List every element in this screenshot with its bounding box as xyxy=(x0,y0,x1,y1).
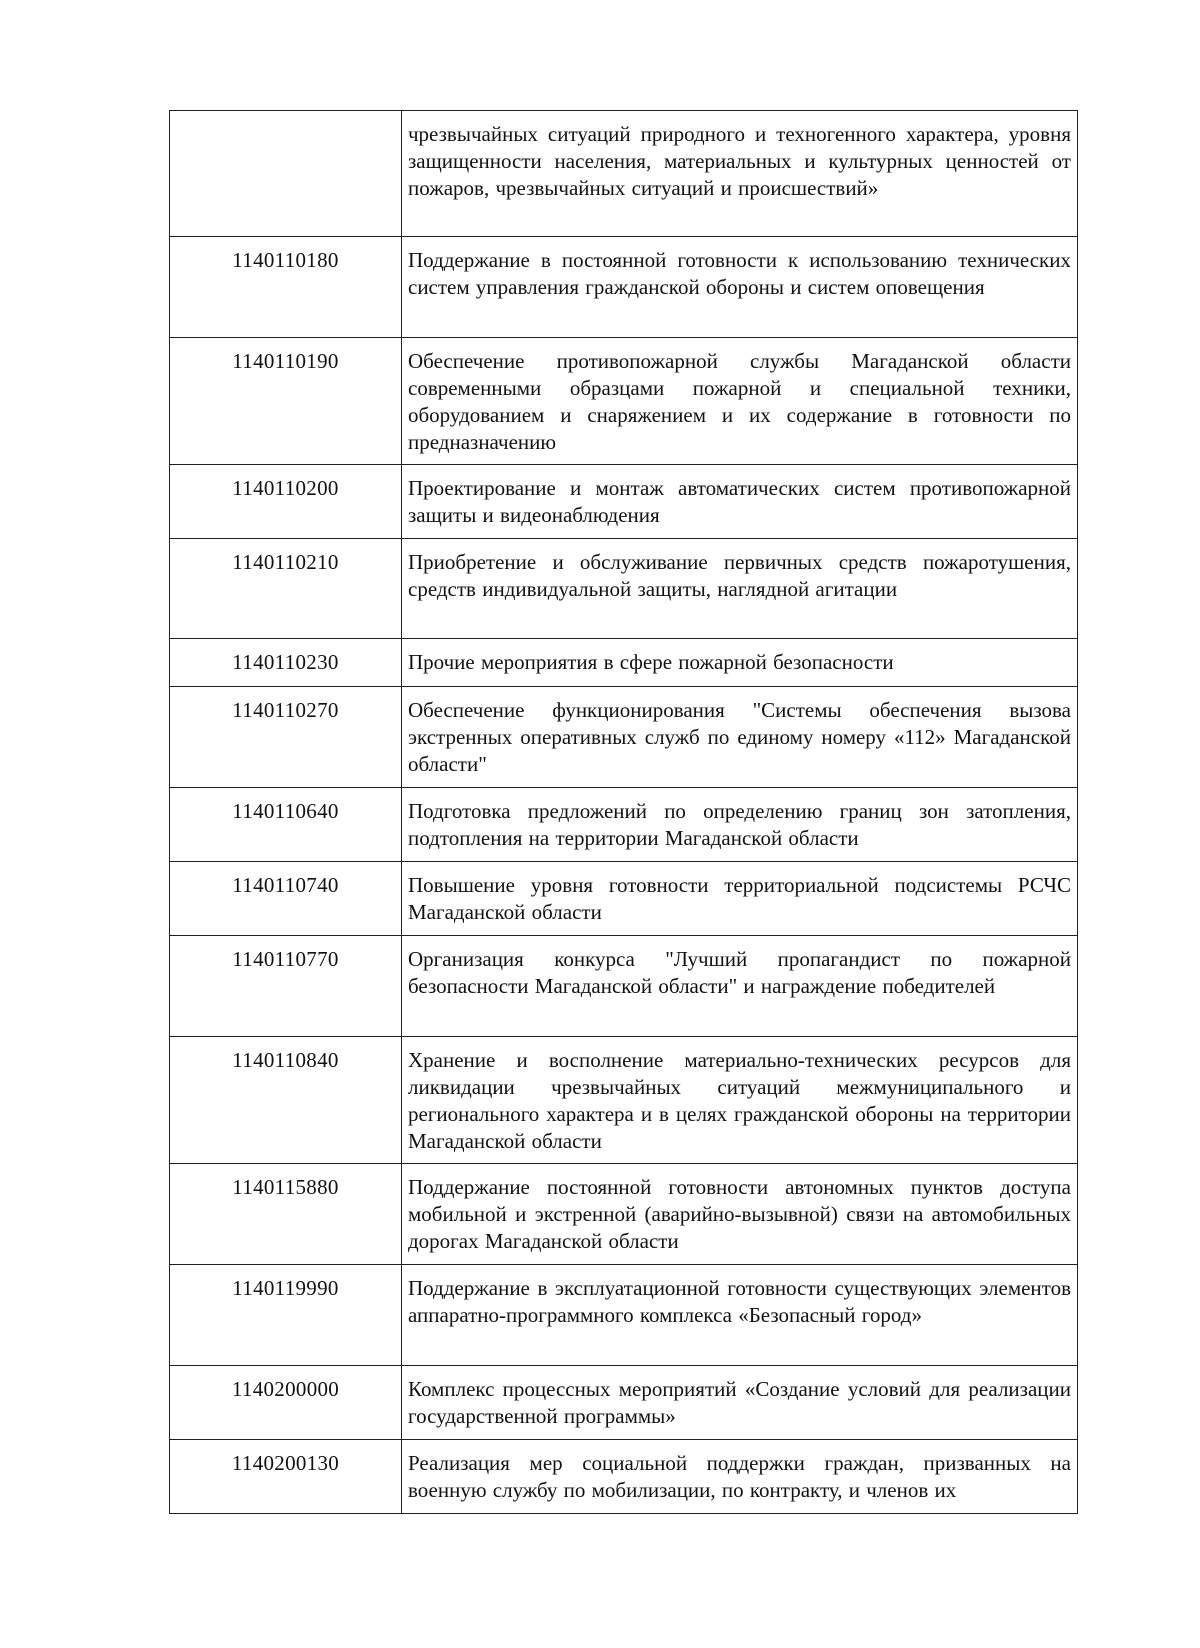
table-row xyxy=(170,687,1078,788)
code-cell: 1140119990 xyxy=(170,1265,402,1366)
code-cell: 1140110200 xyxy=(170,465,402,539)
code-cell: 1140110640 xyxy=(170,788,402,862)
budget-code-table xyxy=(169,110,1078,1514)
description-cell: Хранение и восполнение материально-технических ресурсов для ликвидации чрезвычайных ситуаций межмуниципального и регионального характера и в целях гражданской обороны на территории Магаданской области xyxy=(402,1037,1078,1164)
code-cell: 1140110230 xyxy=(170,639,402,687)
table-row xyxy=(170,788,1078,862)
table-row xyxy=(170,1366,1078,1440)
description-cell: Подготовка предложений по определению границ зон затопления, подтопления на территории Магаданской области xyxy=(402,788,1078,862)
description-cell: чрезвычайных ситуаций природного и техногенного характера, уровня защищенности населения, материальных и культурных ценностей от пожаров, чрезвычайных ситуаций и происшествий» xyxy=(402,111,1078,237)
table-row xyxy=(170,111,1078,237)
code-cell: 1140110180 xyxy=(170,237,402,338)
description-cell: Прочие мероприятия в сфере пожарной безопасности xyxy=(402,639,1078,687)
description-cell: Организация конкурса "Лучший пропагандист по пожарной безопасности Магаданской области" и награждение победителей xyxy=(402,936,1078,1037)
table-row xyxy=(170,1265,1078,1366)
table-row xyxy=(170,639,1078,687)
description-cell: Поддержание в эксплуатационной готовности существующих элементов аппаратно-программного комплекса «Безопасный город» xyxy=(402,1265,1078,1366)
table-row xyxy=(170,936,1078,1037)
table-row xyxy=(170,465,1078,539)
code-cell: 1140110190 xyxy=(170,338,402,465)
table-row xyxy=(170,1037,1078,1164)
description-cell: Проектирование и монтаж автоматических систем противопожарной защиты и видеонаблюдения xyxy=(402,465,1078,539)
table-row xyxy=(170,1440,1078,1514)
code-cell: 1140110740 xyxy=(170,862,402,936)
table-body xyxy=(170,111,1078,1514)
code-cell: 1140115880 xyxy=(170,1164,402,1265)
description-cell: Комплекс процессных мероприятий «Создание условий для реализации государственной программы» xyxy=(402,1366,1078,1440)
description-cell: Поддержание в постоянной готовности к использованию технических систем управления гражданской обороны и систем оповещения xyxy=(402,237,1078,338)
table-row xyxy=(170,338,1078,465)
table-row xyxy=(170,237,1078,338)
code-cell: 1140110210 xyxy=(170,539,402,639)
description-cell: Обеспечение функционирования "Системы обеспечения вызова экстренных оперативных служб по единому номеру «112» Магаданской области" xyxy=(402,687,1078,788)
description-cell: Повышение уровня готовности территориальной подсистемы РСЧС Магаданской области xyxy=(402,862,1078,936)
code-cell: 1140110770 xyxy=(170,936,402,1037)
table-row xyxy=(170,539,1078,639)
description-cell: Реализация мер социальной поддержки граждан, призванных на военную службу по мобилизации, по контракту, и членов их xyxy=(402,1440,1078,1514)
description-cell: Поддержание постоянной готовности автономных пунктов доступа мобильной и экстренной (аварийно-вызывной) связи на автомобильных дорогах Магаданской области xyxy=(402,1164,1078,1265)
code-cell: 1140110840 xyxy=(170,1037,402,1164)
code-cell: 1140110270 xyxy=(170,687,402,788)
table-row xyxy=(170,862,1078,936)
code-cell: 1140200000 xyxy=(170,1366,402,1440)
code-cell: 1140200130 xyxy=(170,1440,402,1514)
table-row xyxy=(170,1164,1078,1265)
description-cell: Обеспечение противопожарной службы Магаданской области современными образцами пожарной и специальной техники, оборудованием и снаряжением и их содержание в готовности по предназначению xyxy=(402,338,1078,465)
code-cell xyxy=(170,111,402,237)
description-cell: Приобретение и обслуживание первичных средств пожаротушения, средств индивидуальной защиты, наглядной агитации xyxy=(402,539,1078,639)
